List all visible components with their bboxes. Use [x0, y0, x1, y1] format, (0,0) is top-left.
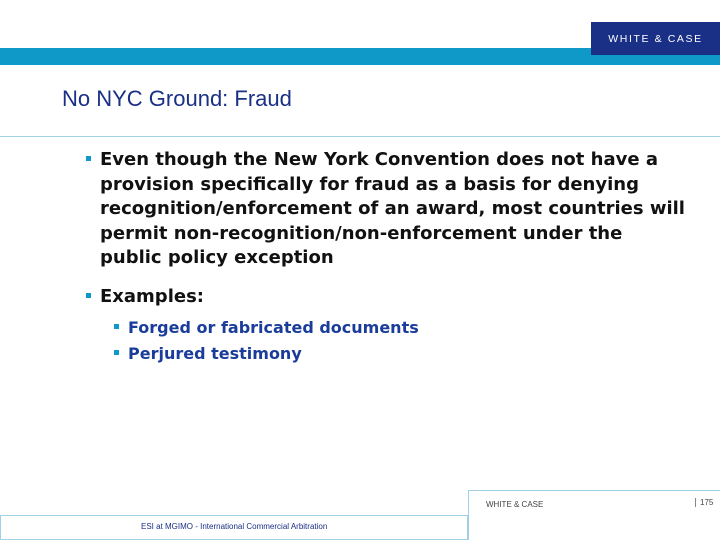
footer-separator: [468, 490, 469, 540]
bullet-text: Even though the New York Convention does not have a provision specifically for fraud as a basis for denying recognition/enforcement of an award, most countries will permit non-recognition/non-enforcement under the public policy exception: [100, 149, 685, 268]
square-bullet-icon: [114, 350, 119, 355]
square-bullet-icon: [86, 293, 91, 298]
page-number: 175: [695, 498, 713, 507]
slide-title: No NYC Ground: Fraud: [62, 86, 292, 111]
white-case-logo: WHITE & CASE: [591, 22, 720, 55]
bullet-list: [86, 148, 686, 367]
sub-bullet-text: Forged or fabricated documents: [128, 318, 419, 337]
footer-brand: WHITE & CASE: [486, 500, 544, 509]
sub-bullet-item: [114, 315, 686, 341]
square-bullet-icon: [86, 156, 91, 161]
bullet-item: [86, 148, 686, 271]
footer-divider: [468, 490, 720, 491]
title-divider: [0, 136, 720, 137]
bullet-item: [86, 285, 686, 310]
square-bullet-icon: [114, 324, 119, 329]
sub-bullet-text: Perjured testimony: [128, 344, 302, 363]
sub-bullet-item: [114, 341, 686, 367]
bullet-text: Examples:: [100, 285, 204, 307]
footer-caption: ESI at MGIMO - International Commercial Arbitration: [141, 522, 328, 531]
